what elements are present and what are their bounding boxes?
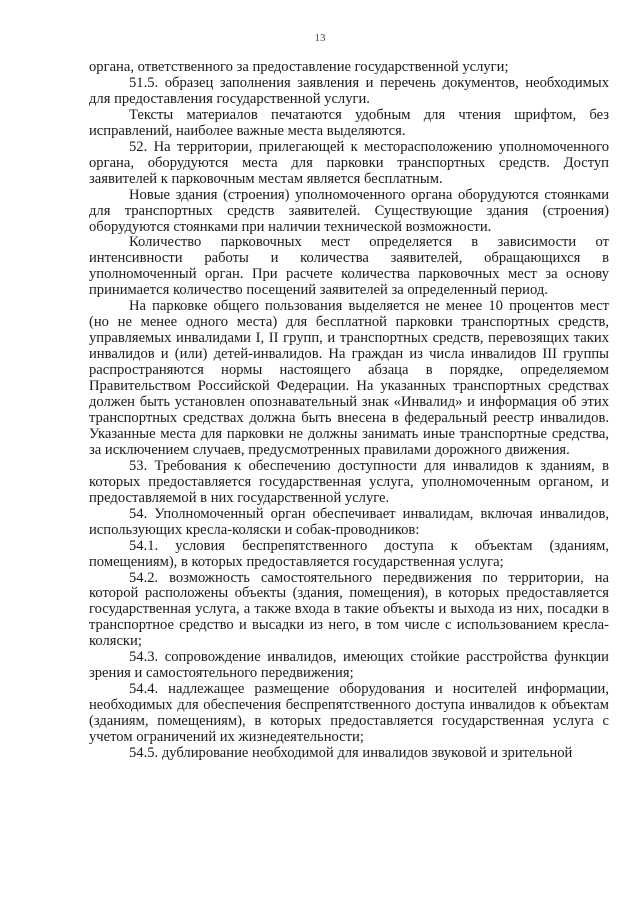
document-body xyxy=(89,60,609,762)
paragraph: 54.3. сопровождение инвалидов, имеющих стойкие расстройства функции зрения и самостоятельного передвижения; xyxy=(89,649,609,682)
paragraph: 54.5. дублирование необходимой для инвалидов звуковой и зрительной xyxy=(129,744,573,761)
paragraph: Количество парковочных мест определяется в зависимости от интенсивности работы и количества заявителей, обращающихся в уполномоченный орган. При расчете количества парковочных мест за основу принимается количество посещений заявителей за определенный период. xyxy=(89,234,609,299)
page-number: 13 xyxy=(314,32,326,44)
paragraph: 51.5. образец заполнения заявления и перечень документов, необходимых для предоставления государственной услуги. xyxy=(89,74,609,107)
paragraph: 53. Требования к обеспечению доступности для инвалидов к зданиям, в которых предоставляется государственная услуга, уполномоченным органом, и предоставляемой в них государственной услуге. xyxy=(89,457,609,506)
paragraph: Новые здания (строения) уполномоченного органа оборудуются стоянками для транспортных средств заявителей. Существующие здания (строения) оборудуются стоянками при наличии технической возможности. xyxy=(89,186,609,235)
paragraph: 52. На территории, прилегающей к месторасположению уполномоченного органа, оборудуются места для парковки транспортных средств. Доступ заявителей к парковочным местам является бесплатным. xyxy=(89,138,609,187)
paragraph: 54.2. возможность самостоятельного передвижения по территории, на которой расположены объекты (здания, помещения), в которых предоставляется государственная услуга, а также входа в такие объекты и выхода из них, посадки в транспортное средство и высадки из него, в том числе с использованием кресла-коляски; xyxy=(89,569,609,650)
paragraph: органа, ответственного за предоставление государственной услуги; xyxy=(89,59,509,75)
paragraph: 54. Уполномоченный орган обеспечивает инвалидам, включая инвалидов, использующих кресла-коляски и собак-проводников: xyxy=(89,505,609,538)
paragraph: 54.1. условия беспрепятственного доступа к объектам (зданиям, помещениям), в которых предоставляется государственная услуга; xyxy=(89,537,609,570)
paragraph: На парковке общего пользования выделяется не менее 10 процентов мест (но не менее одного места) для бесплатной парковки транспортных средств, управляемых инвалидами I, II групп, и транспортных средств, перевозящих таких инвалидов и (или) детей-инвалидов. На граждан из числа инвалидов III группы распространяются нормы настоящего абзаца в порядке, определяемом Правительством Российской Федерации. На указанных транспортных средствах должен быть установлен опознавательный знак «Инвалид» и информация об этих транспортных средствах должна быть внесена в федеральный реестр инвалидов. Указанные места для парковки не должны занимать иные транспортные средства, за исключением случаев, предусмотренных правилами дорожного движения. xyxy=(89,298,609,458)
paragraph: Тексты материалов печатаются удобным для чтения шрифтом, без исправлений, наиболее важные места выделяются. xyxy=(89,106,609,139)
paragraph: 54.4. надлежащее размещение оборудования и носителей информации, необходимых для обеспечения беспрепятственного доступа инвалидов к объектам (зданиям, помещениям), в которых предоставляется государственная услуга с учетом ограничений их жизнедеятельности; xyxy=(89,681,609,746)
